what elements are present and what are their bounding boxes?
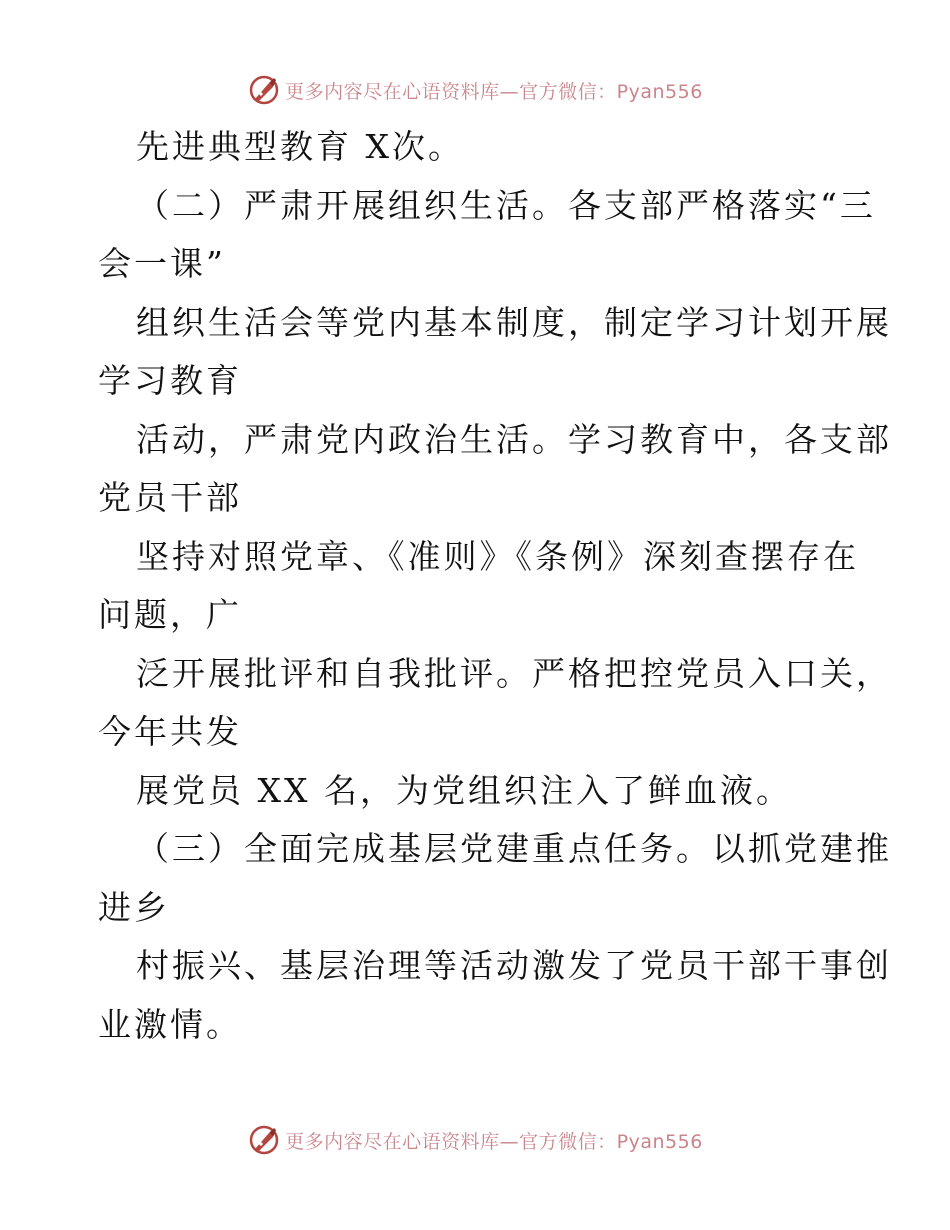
pen-nib-logo-icon <box>247 73 281 107</box>
body-line: 业激情。 <box>98 1004 242 1044</box>
body-line: 先进典型教育 X次。 <box>136 127 464 166</box>
body-line: 村振兴、基层治理等活动激发了党员干部干事创 <box>136 946 892 985</box>
document-body <box>98 118 892 1054</box>
body-line: 党员干部 <box>98 478 242 517</box>
body-line: （三）全面完成基层党建重点任务。以抓党建推 <box>136 829 892 868</box>
body-line: 组织生活会等党内基本制度，制定学习计划开展 <box>136 302 892 342</box>
body-line: 进乡 <box>98 887 170 927</box>
body-line: 活动，严肃党内政治生活。学习教育中，各支部 <box>136 419 892 459</box>
body-line: （二）严肃开展组织生活。各支部严格落实“三 <box>136 185 876 225</box>
body-line: 会一课” <box>98 244 226 283</box>
header-banner <box>0 70 950 110</box>
header-banner-text: 更多内容尽在心语资料库—官方微信：Pyan556 <box>285 80 703 103</box>
footer-banner-text: 更多内容尽在心语资料库—官方微信：Pyan556 <box>285 1130 703 1153</box>
body-line: 坚持对照党章、《准则》《条例》深刻查摆存在 <box>136 536 859 576</box>
body-line: 学习教育 <box>98 361 242 400</box>
body-line: 今年共发 <box>98 712 242 751</box>
footer-banner <box>0 1120 950 1160</box>
body-line: 展党员 XX 名，为党组织注入了鲜血液。 <box>136 770 792 810</box>
pen-nib-logo-icon <box>247 1123 281 1157</box>
body-line: 问题，广 <box>98 595 242 634</box>
body-line: 泛开展批评和自我批评。严格把控党员入口关， <box>136 653 892 693</box>
